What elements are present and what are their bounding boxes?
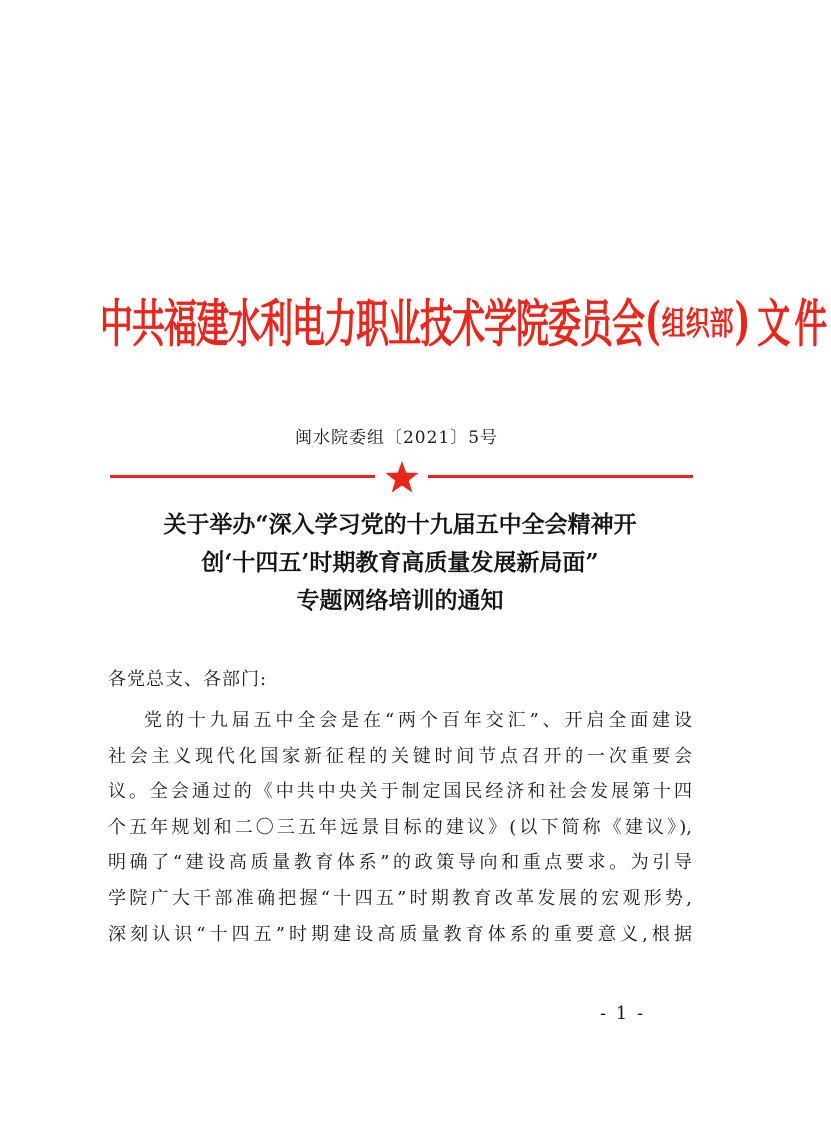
masthead-paren-open: (: [645, 289, 661, 351]
masthead-document-word: 文件: [757, 292, 831, 354]
title-line-2: 创‘十四五’时期教育高质量发展新局面”: [201, 549, 599, 576]
body-line: 党的十九届五中全会是在“两个百年交汇”、开启全面建设: [144, 710, 692, 731]
body-line: 深刻认识“十四五”时期建设高质量教育体系的重要意义,根据: [108, 923, 692, 945]
body-line: 议。全会通过的《中共中央关于制定国民经济和社会发展第十四: [108, 781, 692, 803]
body-line: 明确了“建设高质量教育体系”的政策导向和重点要求。为引导: [108, 852, 692, 874]
body-line: 个五年规划和二〇三五年远景目标的建议》(以下简称《建议》),: [108, 816, 692, 838]
masthead-organization: 中共福建水利电力职业技术学院委员会: [100, 292, 644, 354]
divider-line-left: [110, 475, 375, 478]
body-line: 学院广大干部准确把握“十四五”时期教育改革发展的宏观形势,: [108, 887, 692, 909]
body-line: 社会主义现代化国家新征程的关键时间节点召开的一次重要会: [108, 745, 692, 767]
masthead-paren-close: ): [734, 289, 751, 351]
page-number: - 1 -: [600, 1003, 646, 1024]
divider-line-right: [428, 475, 693, 478]
star-icon: [384, 460, 420, 494]
title-line-3: 专题网络培训的通知: [296, 587, 504, 614]
body-paragraph: [108, 703, 692, 952]
document-number: 闽水院委组〔2021〕5号: [294, 428, 499, 448]
document-masthead: [100, 285, 831, 355]
salutation: 各党总支、各部门:: [108, 669, 268, 690]
red-divider: [110, 460, 693, 492]
document-title: [100, 506, 700, 620]
masthead-department: 组织部: [661, 303, 734, 343]
title-line-1: 关于举办“深入学习党的十九届五中全会精神开: [163, 511, 637, 538]
